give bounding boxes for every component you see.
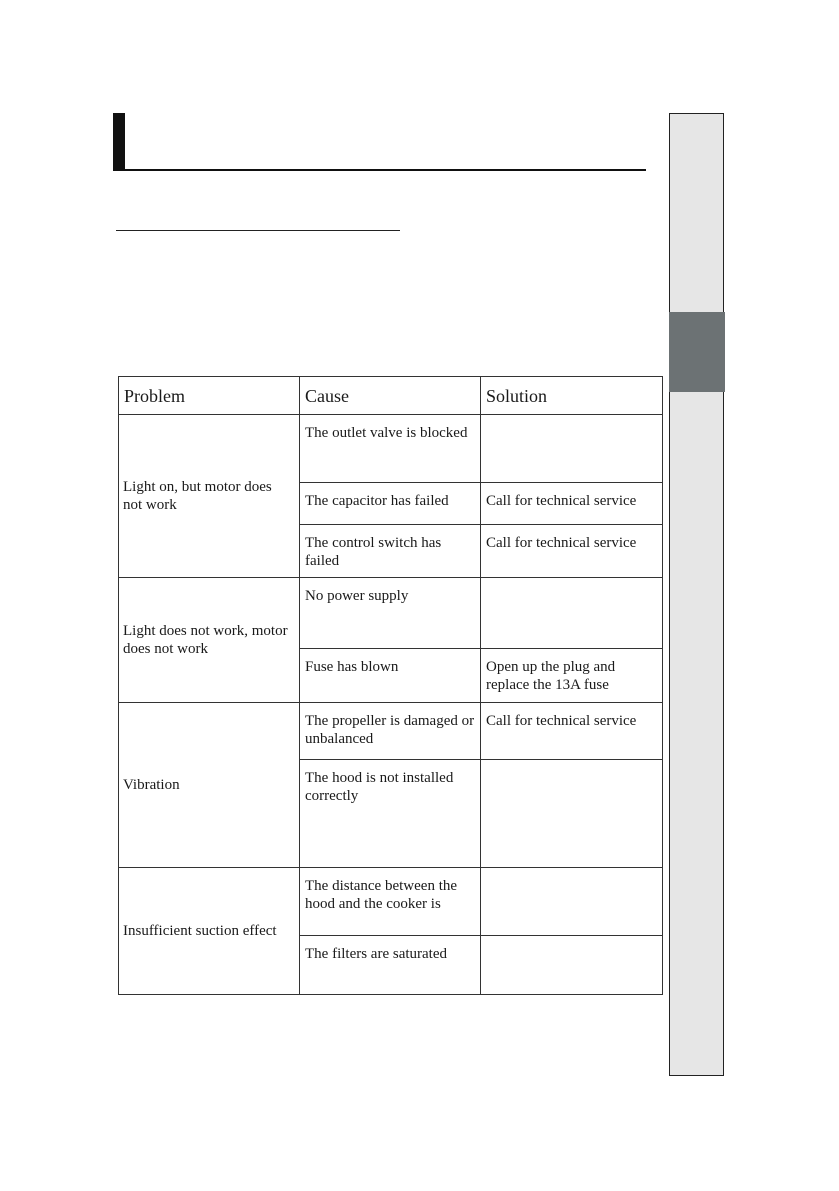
problem-cell: Light does not work, motor does not work	[119, 578, 300, 703]
header-solution: Solution	[481, 377, 663, 415]
table-row	[119, 867, 663, 935]
cause-cell: The control switch has failed	[300, 525, 481, 578]
solution-cell	[481, 415, 663, 483]
cause-cell: The propeller is damaged or unbalanced	[300, 703, 481, 759]
cause-cell: The distance between the hood and the cooker is	[300, 867, 481, 935]
header-cause: Cause	[300, 377, 481, 415]
cause-cell: The outlet valve is blocked	[300, 415, 481, 483]
problem-cell: Insufficient suction effect	[119, 867, 300, 994]
section-heading-underline	[116, 230, 400, 231]
cause-cell: No power supply	[300, 578, 481, 649]
solution-cell	[481, 935, 663, 994]
problem-cell: Vibration	[119, 703, 300, 867]
solution-cell: Open up the plug and replace the 13A fuse	[481, 649, 663, 703]
table-row	[119, 578, 663, 649]
solution-cell: Call for technical service	[481, 525, 663, 578]
table-row	[119, 415, 663, 483]
problem-cell: Light on, but motor does not work	[119, 415, 300, 578]
header-rule	[113, 169, 646, 171]
header-block-marker	[113, 113, 125, 171]
header-problem: Problem	[119, 377, 300, 415]
cause-cell: The capacitor has failed	[300, 483, 481, 525]
solution-cell: Call for technical service	[481, 483, 663, 525]
cause-cell: Fuse has blown	[300, 649, 481, 703]
solution-cell	[481, 867, 663, 935]
solution-cell: Call for technical service	[481, 703, 663, 759]
table-header-row	[119, 377, 663, 415]
cause-cell: The filters are saturated	[300, 935, 481, 994]
cause-cell: The hood is not installed correctly	[300, 759, 481, 867]
troubleshooting-table	[118, 376, 663, 995]
side-index-strip	[669, 113, 724, 1076]
table-row	[119, 703, 663, 759]
side-index-tab-active	[669, 312, 725, 392]
solution-cell	[481, 578, 663, 649]
solution-cell	[481, 759, 663, 867]
